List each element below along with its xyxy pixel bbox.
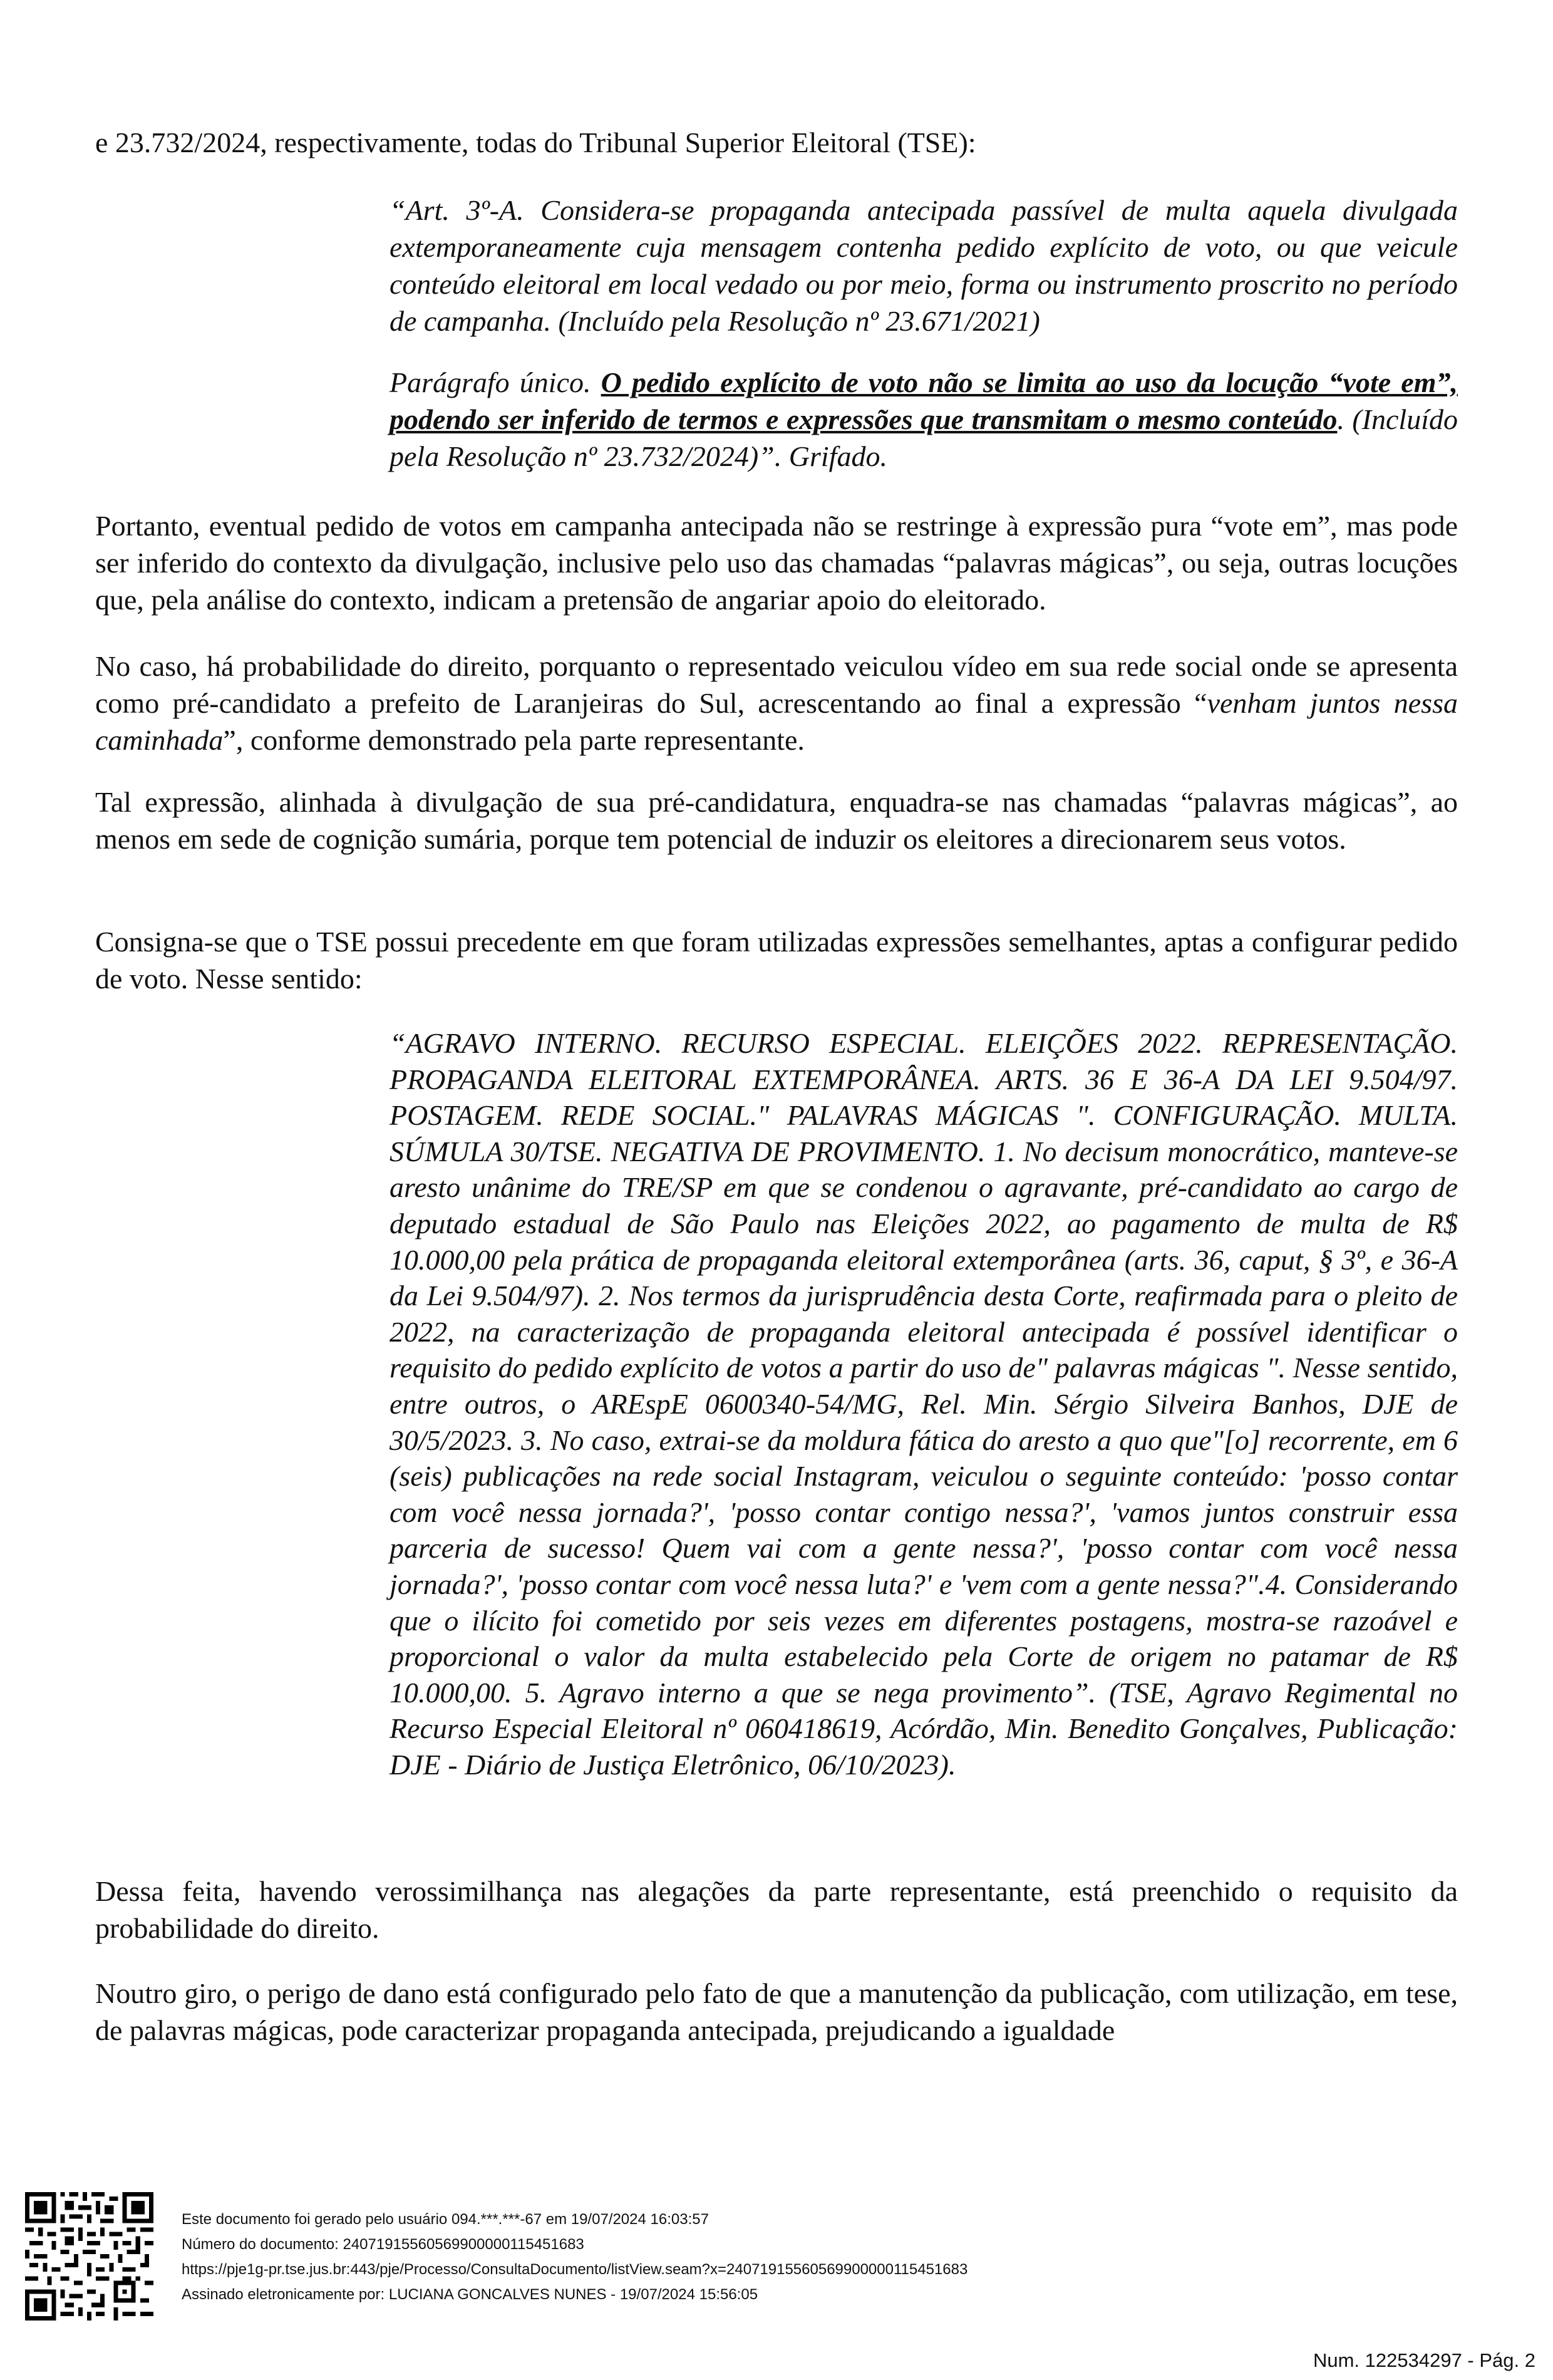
paragraph-portanto: Portanto, eventual pedido de votos em campanha antecipada não se restringe à expressão pura “vote em”, mas pode ser inferido do contexto da divulgação, inclusive pelo uso das chamadas “palavras mágicas”, ou seja, outras locuções que, pela análise do contexto, indicam a pretensão de angariar apoio do eleitorado. <box>95 510 1458 616</box>
caso-italic: venham juntos nessa caminhada <box>95 687 1458 756</box>
intro-line: e 23.732/2024, respectivamente, todas do Tribunal Superior Eleitoral (TSE): <box>95 127 976 158</box>
footer-document-number: Número do documento: 24071915560569900000115451683 <box>182 2236 584 2253</box>
caso-before: No caso, há probabilidade do direito, porquanto o representado veiculou vídeo em sua rede social onde se apresenta como pré-candidato a prefeito de Laranjeiras do Sul, acrescentando ao final a expressão “ <box>95 650 1458 719</box>
footer-url: https://pje1g-pr.tse.jus.br:443/pje/Processo/ConsultaDocumento/listView.seam?x=24071915560569900000115451683 <box>182 2261 968 2278</box>
footer-generated-by: Este documento foi gerado pelo usuário 094.***.***-67 em 19/07/2024 16:03:57 <box>182 2211 709 2228</box>
paragrafo-emphasis: O pedido explícito de voto não se limita ao uso da locução “vote em”, podendo ser inferido de termos e expressões que transmitam o mesmo conteúdo <box>390 366 1458 435</box>
paragraph-tal: Tal expressão, alinhada à divulgação de sua pré-candidatura, enquadra-se nas chamadas “palavras mágicas”, ao menos em sede de cognição sumária, porque tem potencial de induzir os eleitores a direcionarem seus votos. <box>95 786 1458 855</box>
qr-code-icon <box>25 2192 153 2320</box>
paragraph-caso <box>95 648 1458 758</box>
caso-after: ”, conforme demonstrado pela parte representante. <box>223 724 805 756</box>
page-number: Num. 122534297 - Pág. 2 <box>1313 2349 1535 2371</box>
paragraph-dessa: Dessa feita, havendo verossimilhança nas alegações da parte representante, está preenchido o requisito da probabilidade do direito. <box>95 1875 1458 1944</box>
quote-paragrafo-unico <box>390 364 1458 475</box>
paragrafo-suffix: . (Incluído pela Resolução nº 23.732/2024)”. Grifado. <box>390 403 1458 472</box>
quote-art-3a: “Art. 3º-A. Considera-se propaganda antecipada passível de multa aquela divulgada extemporaneamente cuja mensagem contenha pedido explícito de voto, ou que veicule conteúdo eleitoral em local vedado ou por meio, forma ou instrumento proscrito no período de campanha. (Incluído pela Resolução nº 23.671/2021) <box>390 194 1458 337</box>
paragrafo-prefix: Parágrafo único. <box>390 366 601 398</box>
paragraph-noutro: Noutro giro, o perigo de dano está configurado pelo fato de que a manutenção da publicação, com utilização, em tese, de palavras mágicas, pode caracterizar propaganda antecipada, prejudicando a igualdade <box>95 1977 1458 2046</box>
paragraph-consigna: Consigna-se que o TSE possui precedente em que foram utilizadas expressões semelhantes, aptas a configurar pedido de voto. Nesse sentido: <box>95 926 1458 995</box>
footer-signed-by: Assinado eletronicamente por: LUCIANA GONCALVES NUNES - 19/07/2024 15:56:05 <box>182 2286 758 2303</box>
quote-tse-precedent: “AGRAVO INTERNO. RECURSO ESPECIAL. ELEIÇÕES 2022. REPRESENTAÇÃO. PROPAGANDA ELEITORAL EXTEMPORÂNEA. ARTS. 36 E 36-A DA LEI 9.504/97. POSTAGEM. REDE SOCIAL." PALAVRAS MÁGICAS ". CONFIGURAÇÃO. MULTA. SÚMULA 30/TSE. NEGATIVA DE PROVIMENTO. 1. No decisum monocrático, manteve-se aresto unânime do TRE/SP em que se condenou o agravante, pré-candidato ao cargo de deputado estadual de São Paulo nas Eleições 2022, ao pagamento de multa de R$ 10.000,00 pela prática de propaganda eleitoral extemporânea (arts. 36, caput, § 3º, e 36-A da Lei 9.504/97). 2. Nos termos da jurisprudência desta Corte, reafirmada para o pleito de 2022, na caracterização de propaganda eleitoral antecipada é possível identificar o requisito do pedido explícito de votos a partir do uso de" palavras mágicas ". Nesse sentido, entre outros, o AREspE 0600340-54/MG, Rel. Min. Sérgio Silveira Banhos, DJE de 30/5/2023. 3. No caso, extrai-se da moldura fática do aresto a quo que"[o] recorrente, em 6 (seis) publicações na rede social Instagram, veiculou o seguinte conteúdo: 'posso contar com você nessa jornada?', 'posso contar contigo nessa?', 'vamos juntos construir essa parceria de sucesso! Quem vai com a gente nessa?', 'posso contar com você nessa jornada?', 'posso contar com você nessa luta?' e 'vem com a gente nessa?".4. Considerando que o ilícito foi cometido por seis vezes em diferentes postagens, mostra-se razoável e proporcional o valor da multa estabelecido pela Corte de origem no patamar de R$ 10.000,00. 5. Agravo interno a que se nega provimento”. (TSE, Agravo Regimental no Recurso Especial Eleitoral nº 060418619, Acórdão, Min. Benedito Gonçalves, Publicação: DJE - Diário de Justiça Eletrônico, 06/10/2023). <box>390 1027 1458 1781</box>
